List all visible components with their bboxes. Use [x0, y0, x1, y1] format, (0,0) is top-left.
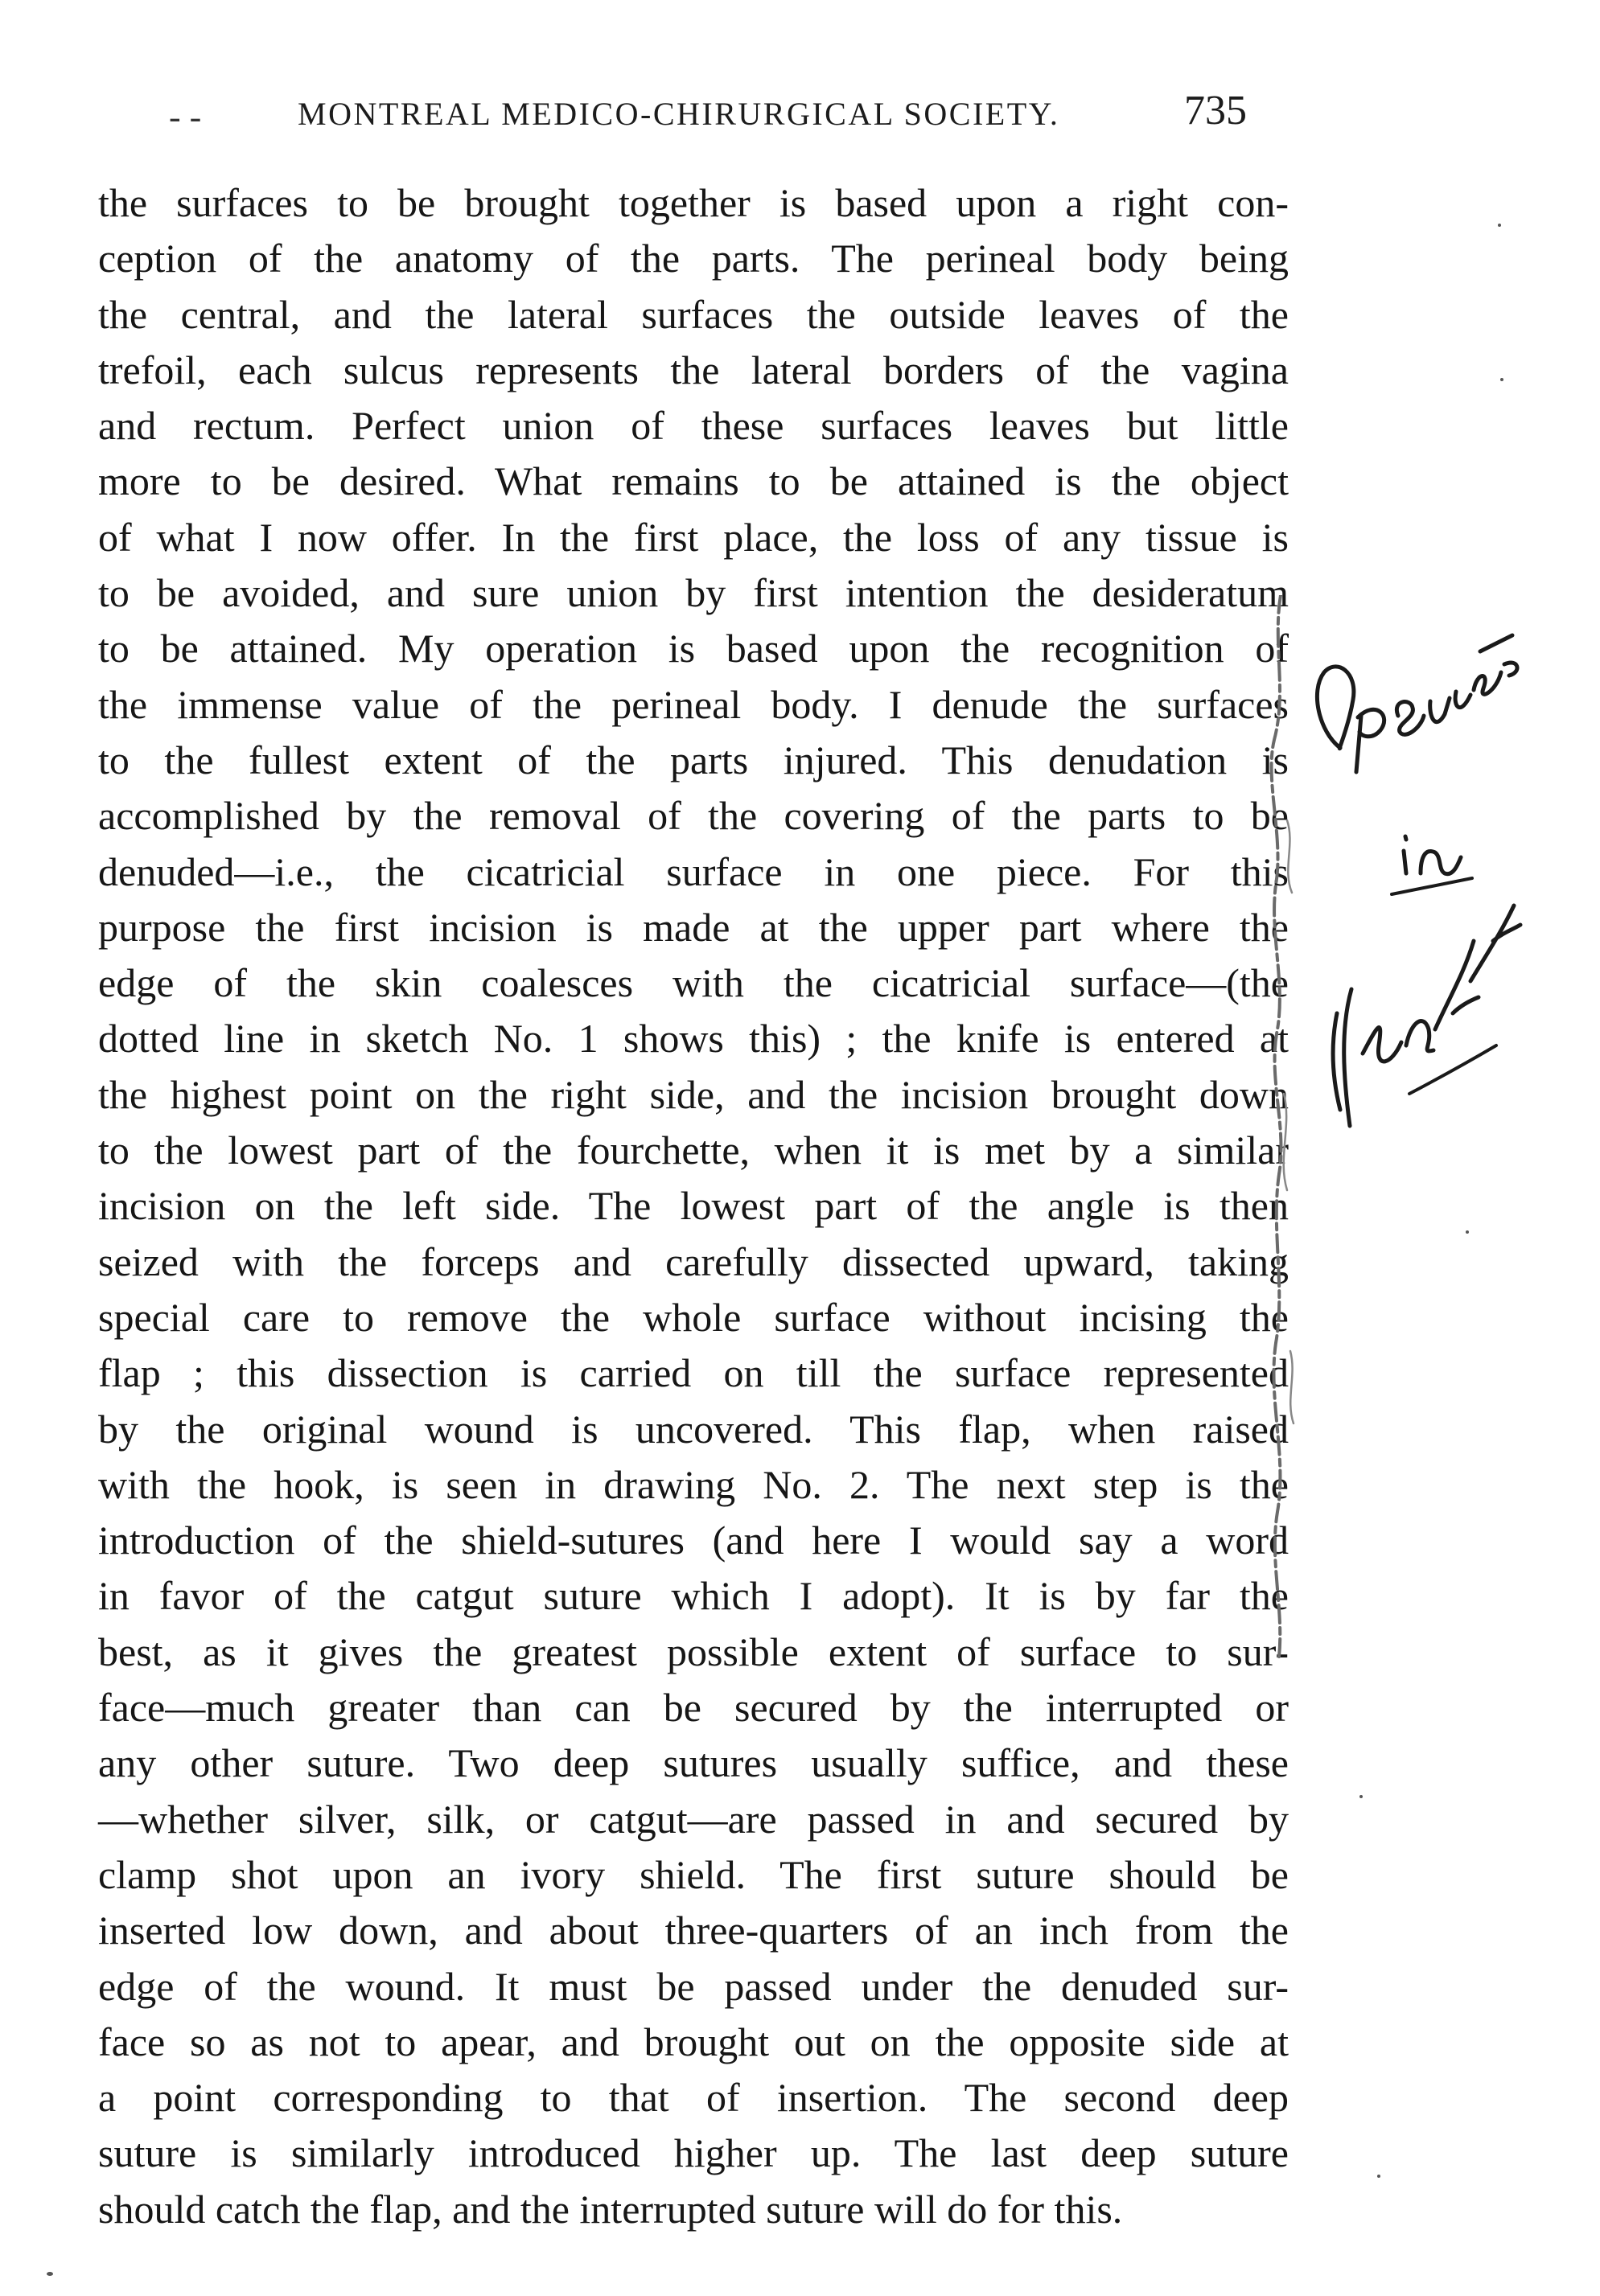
header-mark: - - [169, 97, 202, 137]
text-line: the highest point on the right side, and the incision brought down [98, 1071, 1289, 1117]
text-line: to the fullest extent of the parts injured. This denudation is [98, 737, 1289, 782]
text-line: denuded—i.e., the cicatricial surface in one piece. For this [98, 848, 1289, 894]
text-line: introduction of the shield-sutures (and here I would say a word [98, 1518, 1289, 1563]
text-line: in favor of the catgut suture which I adopt). It is by far the [98, 1573, 1289, 1619]
text-line: with the hook, is seen in drawing No. 2. The next step is the [98, 1461, 1289, 1507]
scan-speck [47, 2272, 53, 2276]
page-number: 735 [1184, 88, 1247, 133]
text-line: face—much greater than can be secured by the interrupted or [98, 1685, 1289, 1731]
body-text [98, 175, 1289, 2237]
text-line: trefoil, each sulcus represents the lateral borders of the vagina [98, 347, 1289, 392]
text-line: incision on the left side. The lowest part of the angle is then [98, 1183, 1289, 1229]
text-line: of what I now offer. In the first place, the loss of any tissue is [98, 514, 1289, 560]
text-line: the surfaces to be brought together is based upon a right con- [98, 180, 1289, 225]
text-line: edge of the skin coalesces with the cicatricial surface—(the [98, 960, 1289, 1006]
scan-speck [1377, 2175, 1380, 2178]
text-line: to be avoided, and sure union by first intention the desideratum [98, 570, 1289, 616]
text-line: best, as it gives the greatest possible extent of surface to sur- [98, 1629, 1289, 1674]
text-line: by the original wound is uncovered. This flap, when raised [98, 1406, 1289, 1452]
text-line: seized with the forceps and carefully dissected upward, taking [98, 1238, 1289, 1284]
text-line: ception of the anatomy of the parts. The perineal body being [98, 236, 1289, 281]
scan-speck [1498, 224, 1501, 227]
text-line: inserted low down, and about three-quarters of an inch from the [98, 1908, 1289, 1953]
text-line: and rectum. Perfect union of these surfaces leaves but little [98, 403, 1289, 449]
text-line: a point corresponding to that of insertion. The second deep [98, 2075, 1289, 2121]
text-line: dotted line in sketch No. 1 shows this) ; the knife is entered at [98, 1016, 1289, 1062]
page-header [97, 87, 1279, 143]
text-line: special care to remove the whole surface without incising the [98, 1294, 1289, 1340]
text-line: to be attained. My operation is based upon the recognition of [98, 626, 1289, 672]
handwritten-margin-note [1263, 595, 1528, 1681]
text-line: to the lowest part of the fourchette, when it is met by a similar [98, 1127, 1289, 1173]
running-head: MONTREAL MEDICO-CHIRURGICAL SOCIETY. [298, 96, 1060, 132]
scan-speck [1466, 1230, 1469, 1234]
scan-speck [1359, 1795, 1363, 1798]
text-line: suture is similarly introduced higher up. The last deep suture [98, 2130, 1289, 2176]
text-line: clamp shot upon an ivory shield. The first suture should be [98, 1851, 1289, 1897]
scan-speck [1500, 378, 1503, 381]
text-line: edge of the wound. It must be passed under the denuded sur- [98, 1963, 1289, 2009]
text-line: purpose the first incision is made at the upper part where the [98, 904, 1289, 950]
text-line: —whether silver, silk, or catgut—are passed in and secured by [98, 1796, 1289, 1842]
text-line: should catch the flap, and the interrupted suture will do for this. [98, 2186, 1123, 2232]
text-line: accomplished by the removal of the covering of the parts to be [98, 793, 1289, 839]
text-line: the central, and the lateral surfaces the outside leaves of the [98, 291, 1289, 337]
text-line: the immense value of the perineal body. I denude the surfaces [98, 681, 1289, 727]
text-line: flap ; this dissection is carried on till the surface represented [98, 1350, 1289, 1396]
text-line: face so as not to apear, and brought out on the opposite side at [98, 2019, 1289, 2064]
text-line: any other suture. Two deep sutures usually suffice, and these [98, 1740, 1289, 1786]
text-line: more to be desired. What remains to be attained is the object [98, 458, 1289, 504]
